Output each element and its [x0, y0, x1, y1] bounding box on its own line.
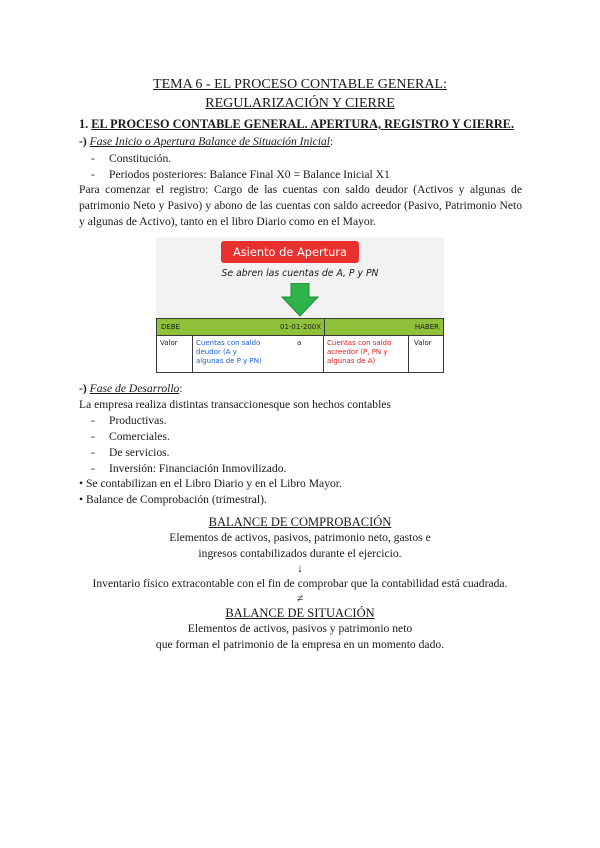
balance-situacion-desc-1: Elementos de activos, pasivos y patrimonio neto — [187, 622, 413, 635]
section-1-heading — [79, 116, 514, 132]
debit-accounts-cell: Cuentas con saldo deudor (A y algunas de P y PN) a — [193, 336, 324, 372]
balance-comprobacion-desc-2: ingresos contabilizados durante el ejercicio. — [198, 547, 402, 560]
valor-right-cell: Valor — [414, 339, 432, 347]
not-equal-glyph: ≠ — [296, 592, 304, 605]
phase-2-intro: La empresa realiza distintas transaccionesque son hechos contables — [79, 398, 391, 411]
phase-2-bullet: • Balance de Comprobación (trimestral). — [79, 493, 267, 506]
down-arrow-icon — [280, 283, 320, 317]
phase-2-bullet: • Se contabilizan en el Libro Diario y en el Libro Mayor. — [79, 477, 342, 490]
balance-situacion-desc-2: que forman el patrimonio de la empresa en un momento dado. — [155, 638, 445, 651]
down-arrow-glyph: ↓ — [297, 562, 303, 575]
phase-1-prefix: -) — [79, 135, 90, 148]
phase-1-suffix: : — [329, 135, 334, 148]
journal-entry-header — [157, 319, 443, 336]
header-haber: HABER — [414, 323, 439, 331]
journal-entry-table — [156, 318, 444, 373]
section-1-title: EL PROCESO CONTABLE GENERAL. APERTURA, REGISTRO Y CIERRE. — [91, 117, 515, 131]
opening-entry-label: Asiento de Apertura — [221, 241, 359, 263]
phase-2-heading — [79, 381, 183, 397]
valor-left-cell: Valor — [157, 336, 193, 372]
opening-entry-diagram — [156, 237, 444, 373]
doc-title-line-1: TEMA 6 - EL PROCESO CONTABLE GENERAL: — [153, 77, 447, 92]
credit-accounts-cell: Cuentas con saldo acreedor (P, PN y algunas de A) — [324, 336, 409, 372]
phase-1-paragraph: Para comenzar el registro: Cargo de las cuentas con saldo deudor (Activos y algunas de patrimonio Neto y Pasivo) y abono de las cuentas con saldo acreedor (Pasivo, Patrimonio Neto y algunas de Activo), tanto en el libro Diario como en el Mayor. — [79, 183, 522, 228]
phase-2-prefix: -) — [79, 382, 90, 395]
balance-comprobacion-heading: BALANCE DE COMPROBACIÓN — [208, 515, 392, 529]
header-date: 01-01-200X — [280, 323, 322, 331]
balance-comprobacion-desc-1: Elementos de activos, pasivos, patrimonio neto, gastos e — [169, 531, 431, 544]
document-page: TEMA 6 - EL PROCESO CONTABLE GENERAL: REGULARIZACIÓN Y CIERRE 1. EL PROCESO CONTABLE GENERAL. APERTURA, REGISTRO Y CIERRE. -) Fase Inicio o Apertura Balance de Situación Inicial: - Constitución. - Periodos posteriores: Balance Final X0 = Balance Inicial X1 Para comenzar el registro: Cargo de las cuentas con saldo deudor (Activos y algunas de patrimonio Neto y Pasivo) y abono de las cuentas con saldo acreedor (Pasivo, Patrimonio Neto y algunas de Activo), tanto en el libro Diario como en el Mayor. Asiento de Apertura Se abren las cuentas de A, P y PN DEBE 01-01-200X HABER Valor Cuentas con saldo deudor (A y algunas de P y PN) a Cuentas con saldo acreedor (P, PN y algunas de A) Valor -) Fase de Desarrollo: La empresa realiza distintas transaccionesque son hechos contables - Productivas. - Comerciales. - De servicios. - Inversión: Financiación Inmovilizado. • Se contabilizan en el Libro Diario y en el Libro Mayor. • Balance de Comprobación (trimestral). BALANCE DE COMPROBACIÓN Elementos de activos, pasivos, patrimonio neto, gastos e ingresos contabilizados durante el ejercicio. ↓ Inventario físico extracontable con el fin de comprobar que la contabilidad está cuadrada. ≠ BALANCE DE SITUACIÓN Elementos de activos, pasivos y patrimonio neto que forman el patrimonio de la empresa en un momento dado. — [0, 0, 600, 848]
phase-2-title: Fase de Desarrollo — [89, 382, 180, 395]
phase-1-heading — [79, 134, 333, 150]
a-mark: a — [297, 339, 302, 347]
section-1-number: 1. — [79, 117, 92, 131]
header-debe: DEBE — [161, 323, 181, 331]
phase-1-title: Fase Inicio o Apertura Balance de Situación Inicial — [89, 135, 330, 148]
opening-entry-subtitle: Se abren las cuentas de A, P y PN — [221, 268, 379, 279]
doc-title-line-2: REGULARIZACIÓN Y CIERRE — [205, 96, 395, 111]
inventory-line: Inventario físico extracontable con el fin de comprobar que la contabilidad está cuadrada. — [92, 577, 508, 590]
balance-situacion-heading: BALANCE DE SITUACIÓN — [225, 606, 375, 620]
phase-2-suffix: : — [179, 382, 183, 395]
